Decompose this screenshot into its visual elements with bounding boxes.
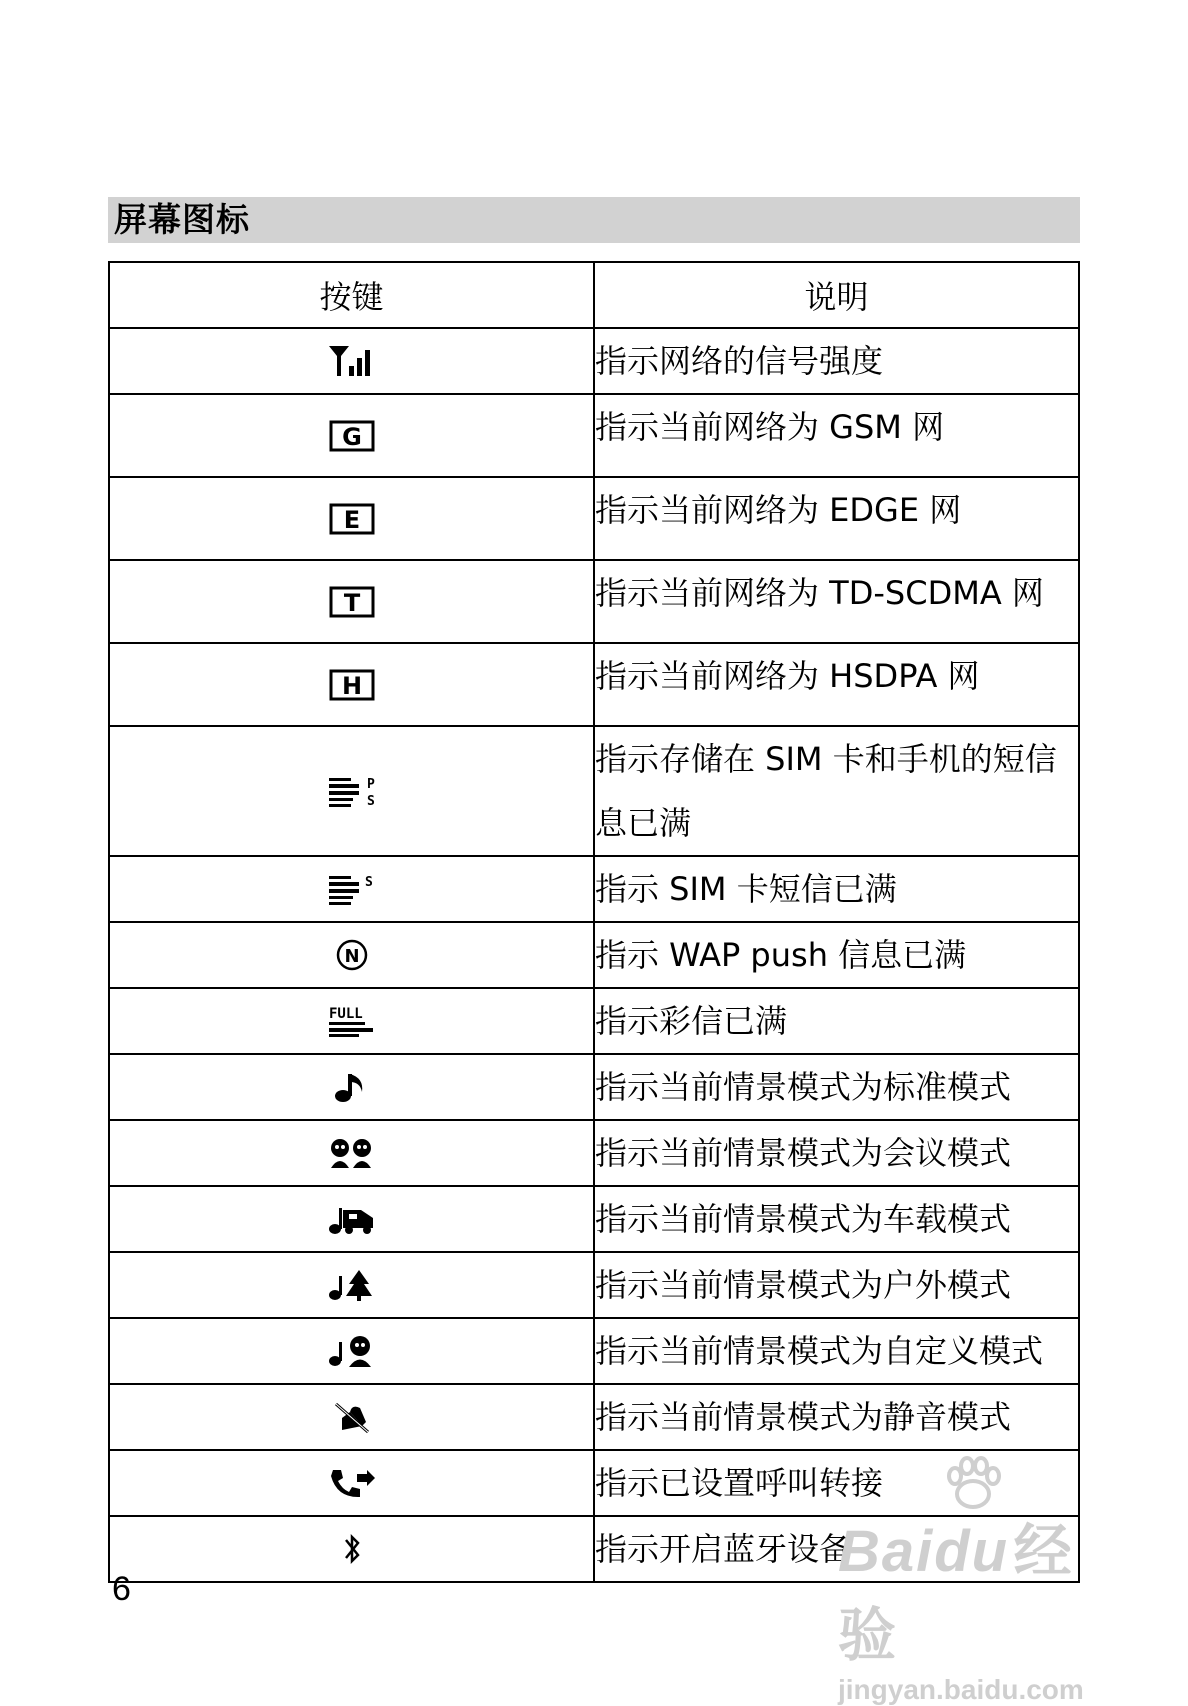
icon-table — [108, 261, 1080, 1583]
svg-text:S: S — [366, 794, 375, 808]
svg-text:H: H — [341, 671, 362, 700]
profile-silent-icon — [332, 1400, 372, 1434]
watermark-sub: 经验 — [838, 1519, 1072, 1668]
svg-text:S: S — [364, 875, 373, 890]
table-row — [109, 1384, 1079, 1450]
row-description: 指示网络的信号强度 — [594, 328, 1079, 394]
row-description: 指示当前情景模式为自定义模式 — [594, 1318, 1079, 1384]
table-row — [109, 394, 1079, 477]
edge-e-icon — [329, 503, 375, 535]
table-row — [109, 1318, 1079, 1384]
row-description: 指示当前情景模式为会议模式 — [594, 1120, 1079, 1186]
watermark-brand: Baidu — [838, 1519, 1010, 1584]
mms-full-icon — [327, 1004, 377, 1038]
row-description: 指示当前情景模式为车载模式 — [594, 1186, 1079, 1252]
row-description: 指示开启蓝牙设备 — [594, 1516, 1079, 1582]
header-description: 说明 — [594, 262, 1079, 328]
baidu-watermark — [838, 1504, 1128, 1705]
table-row — [109, 988, 1079, 1054]
row-description: 指示当前情景模式为标准模式 — [594, 1054, 1079, 1120]
table-row — [109, 1054, 1079, 1120]
table-header-row — [109, 262, 1079, 328]
svg-text:T: T — [343, 588, 360, 617]
svg-text:P: P — [366, 777, 375, 792]
table-row — [109, 560, 1079, 643]
call-divert-icon — [327, 1466, 377, 1500]
section-title: 屏幕图标 — [108, 197, 1080, 243]
signal-strength-icon — [327, 344, 377, 378]
row-description: 指示当前网络为 HSDPA 网 — [594, 643, 1079, 726]
table-row — [109, 1120, 1079, 1186]
row-description: 指示存储在 SIM 卡和手机的短信息已满 — [594, 726, 1079, 856]
sms-full-phone-sim-icon — [327, 774, 377, 808]
tdscdma-t-icon — [329, 586, 375, 618]
table-row — [109, 922, 1079, 988]
table-row — [109, 643, 1079, 726]
table-row — [109, 328, 1079, 394]
row-description: 指示彩信已满 — [594, 988, 1079, 1054]
profile-custom-icon — [327, 1334, 377, 1368]
wap-push-full-icon — [335, 938, 369, 972]
watermark-url: jingyan.baidu.com — [838, 1674, 1084, 1705]
svg-text:G: G — [341, 422, 362, 451]
sim-sms-full-icon — [327, 872, 377, 906]
table-row — [109, 477, 1079, 560]
paw-logo-icon — [943, 1456, 1003, 1512]
table-row — [109, 856, 1079, 922]
svg-text:E: E — [343, 505, 360, 534]
table-row — [109, 1186, 1079, 1252]
row-description: 指示当前网络为 GSM 网 — [594, 394, 1079, 477]
profile-meeting-icon — [327, 1136, 377, 1170]
row-description: 指示当前网络为 EDGE 网 — [594, 477, 1079, 560]
row-description: 指示当前网络为 TD-SCDMA 网 — [594, 560, 1079, 643]
gsm-g-icon — [329, 420, 375, 452]
svg-text:FULL: FULL — [328, 1006, 363, 1022]
row-description: 指示当前情景模式为户外模式 — [594, 1252, 1079, 1318]
profile-standard-icon — [332, 1070, 372, 1104]
table-row — [109, 726, 1079, 856]
profile-outdoor-icon — [327, 1268, 377, 1302]
row-description: 指示已设置呼叫转接 — [594, 1450, 1079, 1516]
row-description: 指示 WAP push 信息已满 — [594, 922, 1079, 988]
profile-car-icon — [327, 1202, 377, 1236]
table-row — [109, 1252, 1079, 1318]
header-key: 按键 — [109, 262, 594, 328]
row-description: 指示 SIM 卡短信已满 — [594, 856, 1079, 922]
svg-text:N: N — [343, 946, 360, 967]
page-number: 6 — [112, 1570, 131, 1608]
row-description: 指示当前情景模式为静音模式 — [594, 1384, 1079, 1450]
hsdpa-h-icon — [329, 669, 375, 701]
bluetooth-icon — [340, 1531, 364, 1567]
